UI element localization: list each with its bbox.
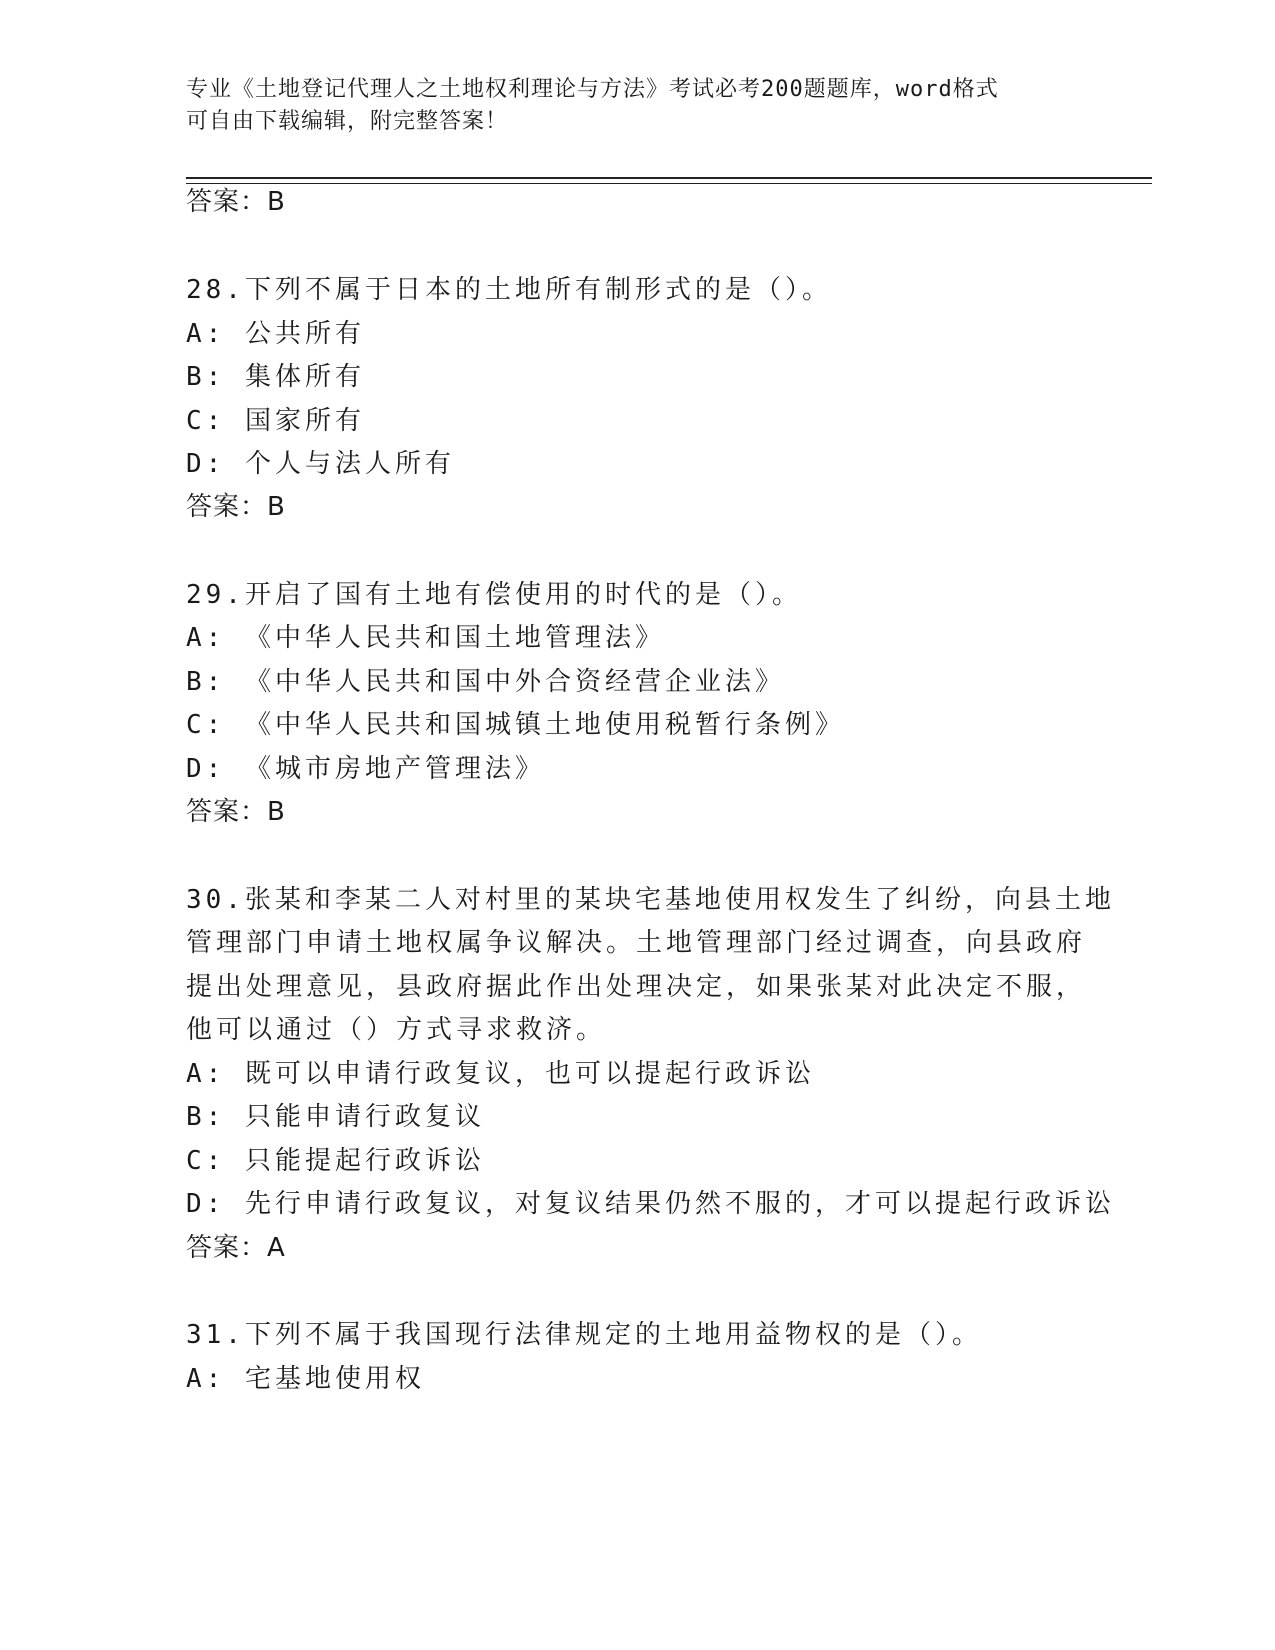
header-divider-thin bbox=[186, 183, 1152, 184]
question-31-text: 31.下列不属于我国现行法律规定的土地用益物权的是（）。 bbox=[186, 1320, 982, 1350]
answer-prev: 答案：B bbox=[186, 187, 286, 217]
question-30-answer: 答案：A bbox=[186, 1233, 286, 1263]
question-30-option-b: B: 只能申请行政复议 bbox=[186, 1102, 485, 1132]
question-28-text: 28.下列不属于日本的土地所有制形式的是（）。 bbox=[186, 275, 832, 305]
question-30-text-line-4: 他可以通过（）方式寻求救济。 bbox=[186, 1015, 607, 1045]
question-29-text: 29.开启了国有土地有偿使用的时代的是（）。 bbox=[186, 580, 802, 610]
question-28-option-b: B: 集体所有 bbox=[186, 362, 365, 392]
document-header bbox=[186, 74, 1066, 138]
question-29-option-c: C: 《中华人民共和国城镇土地使用税暂行条例》 bbox=[186, 710, 845, 740]
question-28-option-d: D: 个人与法人所有 bbox=[186, 449, 455, 479]
question-29-option-b: B: 《中华人民共和国中外合资经营企业法》 bbox=[186, 667, 785, 697]
header-divider bbox=[186, 177, 1152, 179]
header-line-2: 可自由下载编辑，附完整答案！ bbox=[186, 109, 509, 134]
question-30-text-line-1: 30.张某和李某二人对村里的某块宅基地使用权发生了纠纷，向县土地 bbox=[186, 885, 1115, 915]
question-29-option-a: A: 《中华人民共和国土地管理法》 bbox=[186, 623, 665, 653]
question-30-option-a: A: 既可以申请行政复议，也可以提起行政诉讼 bbox=[186, 1059, 815, 1089]
question-29-option-d: D: 《城市房地产管理法》 bbox=[186, 754, 545, 784]
question-31-option-a: A: 宅基地使用权 bbox=[186, 1364, 425, 1394]
question-30-option-d: D: 先行申请行政复议，对复议结果仍然不服的，才可以提起行政诉讼 bbox=[186, 1189, 1115, 1219]
question-28-option-a: A: 公共所有 bbox=[186, 319, 365, 349]
question-28-option-c: C: 国家所有 bbox=[186, 406, 365, 436]
question-30-text-line-3: 提出处理意见，县政府据此作出处理决定，如果张某对此决定不服， bbox=[186, 972, 1087, 1002]
question-28-answer: 答案：B bbox=[186, 492, 286, 522]
header-line-1: 专业《土地登记代理人之土地权利理论与方法》考试必考200题题库，word格式 bbox=[186, 77, 999, 102]
question-29-answer: 答案：B bbox=[186, 797, 286, 827]
question-30-option-c: C: 只能提起行政诉讼 bbox=[186, 1146, 485, 1176]
question-30-text-line-2: 管理部门申请土地权属争议解决。土地管理部门经过调查，向县政府 bbox=[186, 928, 1087, 958]
